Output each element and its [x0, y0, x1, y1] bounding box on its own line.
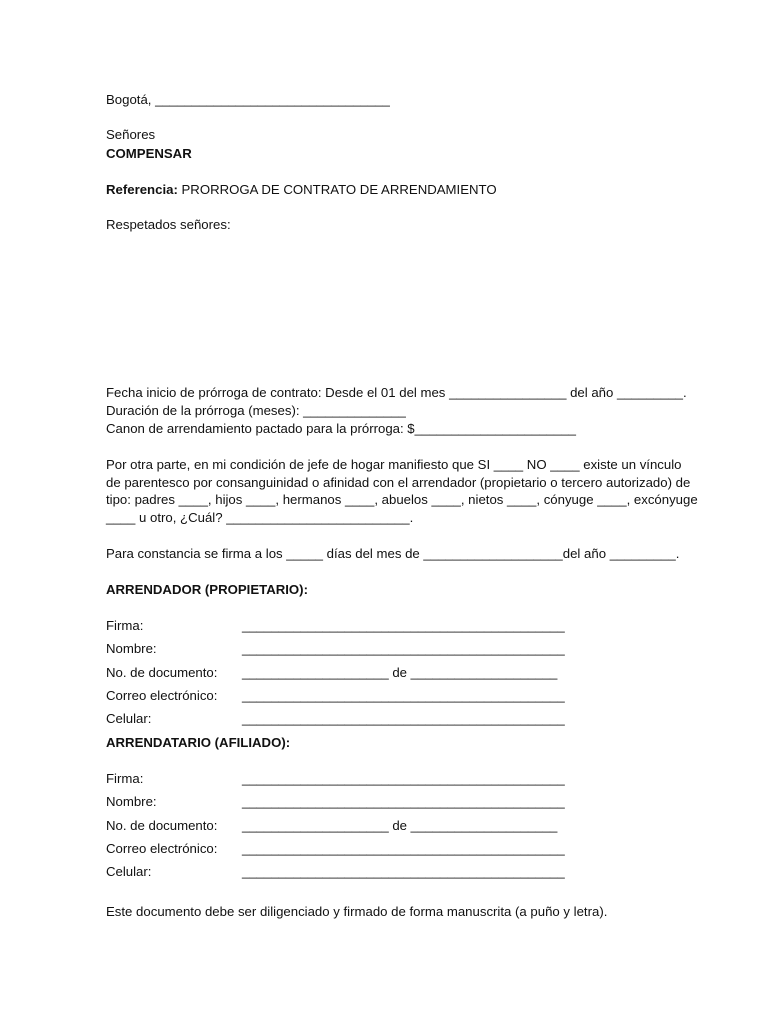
arrendador-firma-label: Firma: — [106, 618, 144, 633]
reference-text: PRORROGA DE CONTRATO DE ARRENDAMIENTO — [177, 182, 497, 197]
kinship-line-1: Por otra parte, en mi condición de jefe de hogar manifiesto que SI ____ NO ____ existe un vínculo — [106, 457, 682, 472]
kinship-line-4: ____ u otro, ¿Cuál? _________________________. — [106, 509, 414, 525]
arrendatario-celular-blank: ____________________________________________ — [242, 864, 565, 879]
arrendatario-firma-label: Firma: — [106, 771, 144, 786]
reference-line — [106, 181, 497, 199]
arrendatario-documento-label: No. de documento: — [106, 818, 218, 833]
constancia-paragraph — [106, 545, 680, 563]
arrendador-documento-blank: ____________________ de ____________________ — [242, 665, 558, 680]
arrendatario-nombre-label: Nombre: — [106, 794, 157, 809]
duration-line: Duración de la prórroga (meses): ______________ — [106, 403, 406, 418]
start-date-line: Fecha inicio de prórroga de contrato: Desde el 01 del mes ________________ del año _________. — [106, 385, 687, 400]
arrendador-celular-label: Celular: — [106, 711, 152, 726]
arrendador-correo-blank: ____________________________________________ — [242, 688, 565, 703]
company-name: COMPENSAR — [106, 146, 192, 161]
arrendatario-firma-blank: ____________________________________________ — [242, 771, 565, 786]
arrendatario-title: ARRENDATARIO (AFILIADO): — [106, 735, 291, 750]
city-date-line: Bogotá, ________________________________ — [106, 92, 390, 107]
arrendador-celular-blank: ____________________________________________ — [242, 711, 565, 726]
kinship-line-3: tipo: padres ____, hijos ____, hermanos ____, abuelos ____, nietos ____, cónyuge ____, excónyuge — [106, 492, 698, 507]
arrendatario-correo-label: Correo electrónico: — [106, 841, 218, 856]
footer-note: Este documento debe ser diligenciado y firmado de forma manuscrita (a puño y letra). — [106, 904, 608, 919]
rent-line: Canon de arrendamiento pactado para la prórroga: $______________________ — [106, 421, 576, 436]
arrendador-title: ARRENDADOR (PROPIETARIO): — [106, 582, 308, 597]
arrendatario-documento-blank: ____________________ de ____________________ — [242, 818, 558, 833]
arrendatario-nombre-blank: ____________________________________________ — [242, 794, 565, 809]
salutation: Señores — [106, 127, 156, 142]
reference-label: Referencia: — [106, 182, 178, 197]
kinship-paragraph — [106, 456, 698, 526]
arrendador-nombre-label: Nombre: — [106, 641, 157, 656]
arrendador-firma-blank: ____________________________________________ — [242, 618, 565, 633]
greeting: Respetados señores: — [106, 217, 231, 232]
arrendatario-correo-blank: ____________________________________________ — [242, 841, 565, 856]
arrendador-correo-label: Correo electrónico: — [106, 688, 218, 703]
arrendatario-celular-label: Celular: — [106, 864, 152, 879]
arrendador-nombre-blank: ____________________________________________ — [242, 641, 565, 656]
kinship-line-2: de parentesco por consanguinidad o afinidad con el arrendador (propietario o tercero autorizado) de — [106, 474, 691, 490]
constancia-line: Para constancia se firma a los _____ días del mes de ___________________del año _________. — [106, 546, 680, 561]
arrendador-documento-label: No. de documento: — [106, 665, 218, 680]
